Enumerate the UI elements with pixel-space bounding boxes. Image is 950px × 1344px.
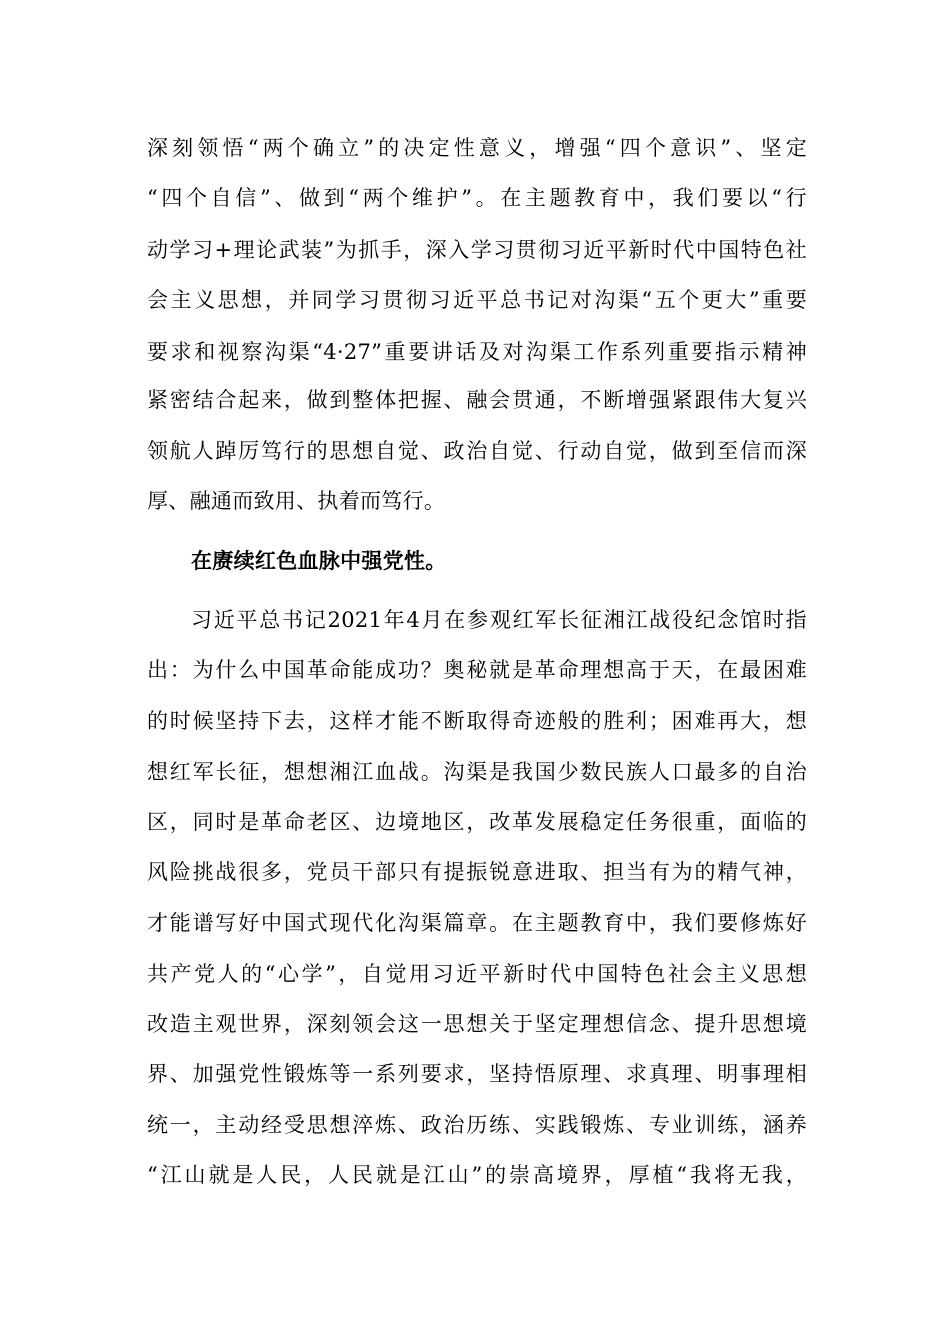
paragraph-2-line: 的时候坚持下去，这样才能不断取得奇迹般的胜利；困难再大，想 [147, 709, 807, 733]
paragraph-2-line: 区，同时是革命老区、边境地区，改革发展稳定任务很重，面临的 [147, 810, 807, 834]
paragraph-2-line: 界、加强党性锻炼等一系列要求，坚持悟原理、求真理、明事理相 [147, 1062, 807, 1086]
paragraph-2-line: 出：为什么中国革命能成功？奥秘就是革命理想高于天，在最困难 [147, 658, 807, 682]
paragraph-2-line: 风险挑战很多，党员干部只有提振锐意进取、担当有为的精气神， [147, 860, 807, 884]
paragraph-1-line: 会主义思想，并同学习贯彻习近平总书记对沟渠“五个更大”重要 [147, 288, 807, 312]
paragraph-1-line: 厚、融通而致用、执着而笃行。 [147, 489, 446, 513]
paragraph-1-line: 动学习+理论武装”为抓手，深入学习贯彻习近平新时代中国特色社 [147, 238, 807, 262]
paragraph-2-line: 想红军长征，想想湘江血战。沟渠是我国少数民族人口最多的自治 [147, 760, 807, 784]
paragraph-1-line: 紧密结合起来，做到整体把握、融会贯通，不断增强紧跟伟大复兴 [147, 388, 807, 412]
paragraph-1-line: 深刻领悟“两个确立”的决定性意义，增强“四个意识”、坚定 [147, 136, 807, 160]
paragraph-1-line: 领航人踔厉笃行的思想自觉、政治自觉、行动自觉，做到至信而深 [147, 439, 807, 463]
paragraph-2-line: 习近平总书记2021年4月在参观红军长征湘江战役纪念馆时指 [191, 608, 807, 632]
paragraph-2-line: 统一，主动经受思想淬炼、政治历练、实践锻炼、专业训练，涵养 [147, 1113, 807, 1137]
paragraph-2-line: 共产党人的“心学”，自觉用习近平新时代中国特色社会主义思想 [147, 962, 807, 986]
paragraph-2-line: 改造主观世界，深刻领会这一思想关于坚定理想信念、提升思想境 [147, 1012, 807, 1036]
paragraph-1-line: “四个自信”、做到“两个维护”。在主题教育中，我们要以“行 [147, 186, 807, 210]
section-heading: 在赓续红色血脉中强党性。 [191, 548, 447, 573]
paragraph-2-line: “江山就是人民，人民就是江山”的崇高境界，厚植“我将无我， [147, 1163, 807, 1187]
paragraph-2-line: 才能谱写好中国式现代化沟渠篇章。在主题教育中，我们要修炼好 [147, 911, 807, 935]
paragraph-1-line: 要求和视察沟渠“4·27”重要讲话及对沟渠工作系列重要指示精神 [147, 340, 807, 364]
